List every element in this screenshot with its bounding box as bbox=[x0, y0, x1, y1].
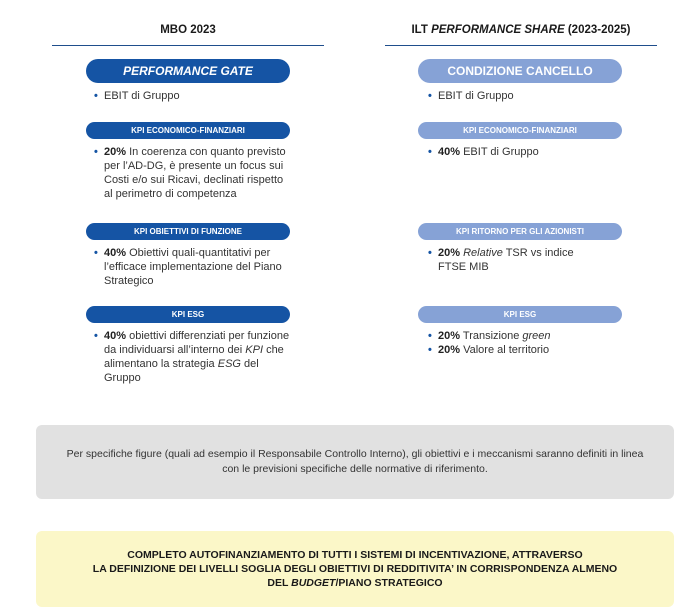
left-kpi-esg-text1: obiettivi differenziati per funzione da individuarsi all’interno dei bbox=[104, 330, 290, 356]
ilt-header-prefix: ILT bbox=[411, 24, 428, 36]
footer-line-3 bbox=[267, 576, 442, 590]
right-kpi-tsr-text: TSR vs indice FTSE MIB bbox=[438, 247, 574, 273]
right-kpi-esg-bullet-1 bbox=[428, 329, 628, 343]
mbo-column-header: MBO 2023 bbox=[52, 24, 324, 46]
left-kpi-esg-kpi: KPI bbox=[245, 344, 263, 356]
right-kpi-ef-text: EBIT di Gruppo bbox=[463, 146, 539, 158]
note-box bbox=[36, 425, 674, 499]
left-kpi-esg-text3: del Gruppo bbox=[104, 358, 259, 384]
ilt-header-italic: PERFORMANCE SHARE bbox=[431, 24, 565, 36]
right-kpi-ef-pill: KPI ECONOMICO-FINANZIARI bbox=[418, 122, 622, 139]
left-kpi-esg-esg: ESG bbox=[217, 358, 241, 370]
right-kpi-ef-bullet bbox=[428, 145, 628, 159]
left-kpi-ef-pct: 20% bbox=[104, 146, 127, 158]
left-kpi-esg-bullet bbox=[94, 329, 294, 385]
left-kpi-esg-text2: che alimentano la strategia bbox=[104, 344, 284, 370]
left-kpi-ef-pill: KPI ECONOMICO-FINANZIARI bbox=[86, 122, 290, 139]
right-kpi-esg2-text: Valore al territorio bbox=[463, 344, 550, 356]
right-kpi-esg-bullet-2 bbox=[428, 343, 628, 357]
right-kpi-tsr-pill: KPI RITORNO PER GLI AZIONISTI bbox=[418, 223, 622, 240]
footer-line-1: COMPLETO AUTOFINANZIAMENTO DI TUTTI I SISTEMI DI INCENTIVAZIONE, ATTRAVERSO bbox=[127, 549, 583, 561]
right-gate-bullet: • EBIT di Gruppo bbox=[428, 89, 628, 103]
left-kpi-ef-bullet bbox=[94, 145, 294, 201]
ilt-column-header bbox=[385, 24, 657, 46]
ilt-header-suffix: (2023-2025) bbox=[567, 24, 631, 36]
left-kpi-esg-pill: KPI ESG bbox=[86, 306, 290, 323]
condizione-cancello-pill: CONDIZIONE CANCELLO bbox=[418, 59, 622, 83]
note-text: Per specifiche figure (quali ad esempio il Responsabile Controllo Interno), gli obiettivi e i meccanismi saranno definiti in linea con le previsioni specifiche delle normative di riferimento. bbox=[66, 448, 644, 475]
right-kpi-ef-pct: 40% bbox=[438, 146, 461, 158]
right-kpi-esg2-pct: 20% bbox=[438, 344, 461, 356]
footer-line-2: LA DEFINIZIONE DEI LIVELLI SOGLIA DEGLI OBIETTIVI DI REDDITIVITA’ IN CORRISPONDENZA ALMENO bbox=[92, 563, 618, 575]
left-gate-bullet: • EBIT di Gruppo bbox=[94, 89, 294, 103]
right-kpi-esg1-italic: green bbox=[522, 330, 551, 342]
left-kpi-ef-text: In coerenza con quanto previsto per l’AD-DG, è presente un focus sui Costi e/o sui Ricavi, declinati rispetto al perimetro di competenza bbox=[104, 146, 286, 200]
right-kpi-esg1-pct: 20% bbox=[438, 330, 461, 342]
right-kpi-esg1-text: Transizione bbox=[462, 330, 520, 342]
performance-gate-pill: PERFORMANCE GATE bbox=[86, 59, 290, 83]
left-kpi-esg-pct: 40% bbox=[104, 330, 127, 342]
right-kpi-tsr-bullet bbox=[428, 246, 598, 274]
left-kpi-fn-text: Obiettivi quali-quantitativi per l’efficace implementazione del Piano Strategico bbox=[104, 247, 282, 287]
right-kpi-tsr-pct: 20% bbox=[438, 247, 461, 259]
footer-line3-italic: BUDGET bbox=[291, 577, 336, 589]
right-kpi-esg-pill: KPI ESG bbox=[418, 306, 622, 323]
footer-box bbox=[36, 531, 674, 607]
left-kpi-fn-bullet bbox=[94, 246, 294, 288]
left-kpi-fn-pill: KPI OBIETTIVI DI FUNZIONE bbox=[86, 223, 290, 240]
footer-line3-suffix: /PIANO STRATEGICO bbox=[335, 577, 443, 589]
footer-line3-prefix: DEL bbox=[267, 577, 289, 589]
left-kpi-fn-pct: 40% bbox=[104, 247, 127, 259]
right-kpi-tsr-italic: Relative bbox=[463, 247, 503, 259]
